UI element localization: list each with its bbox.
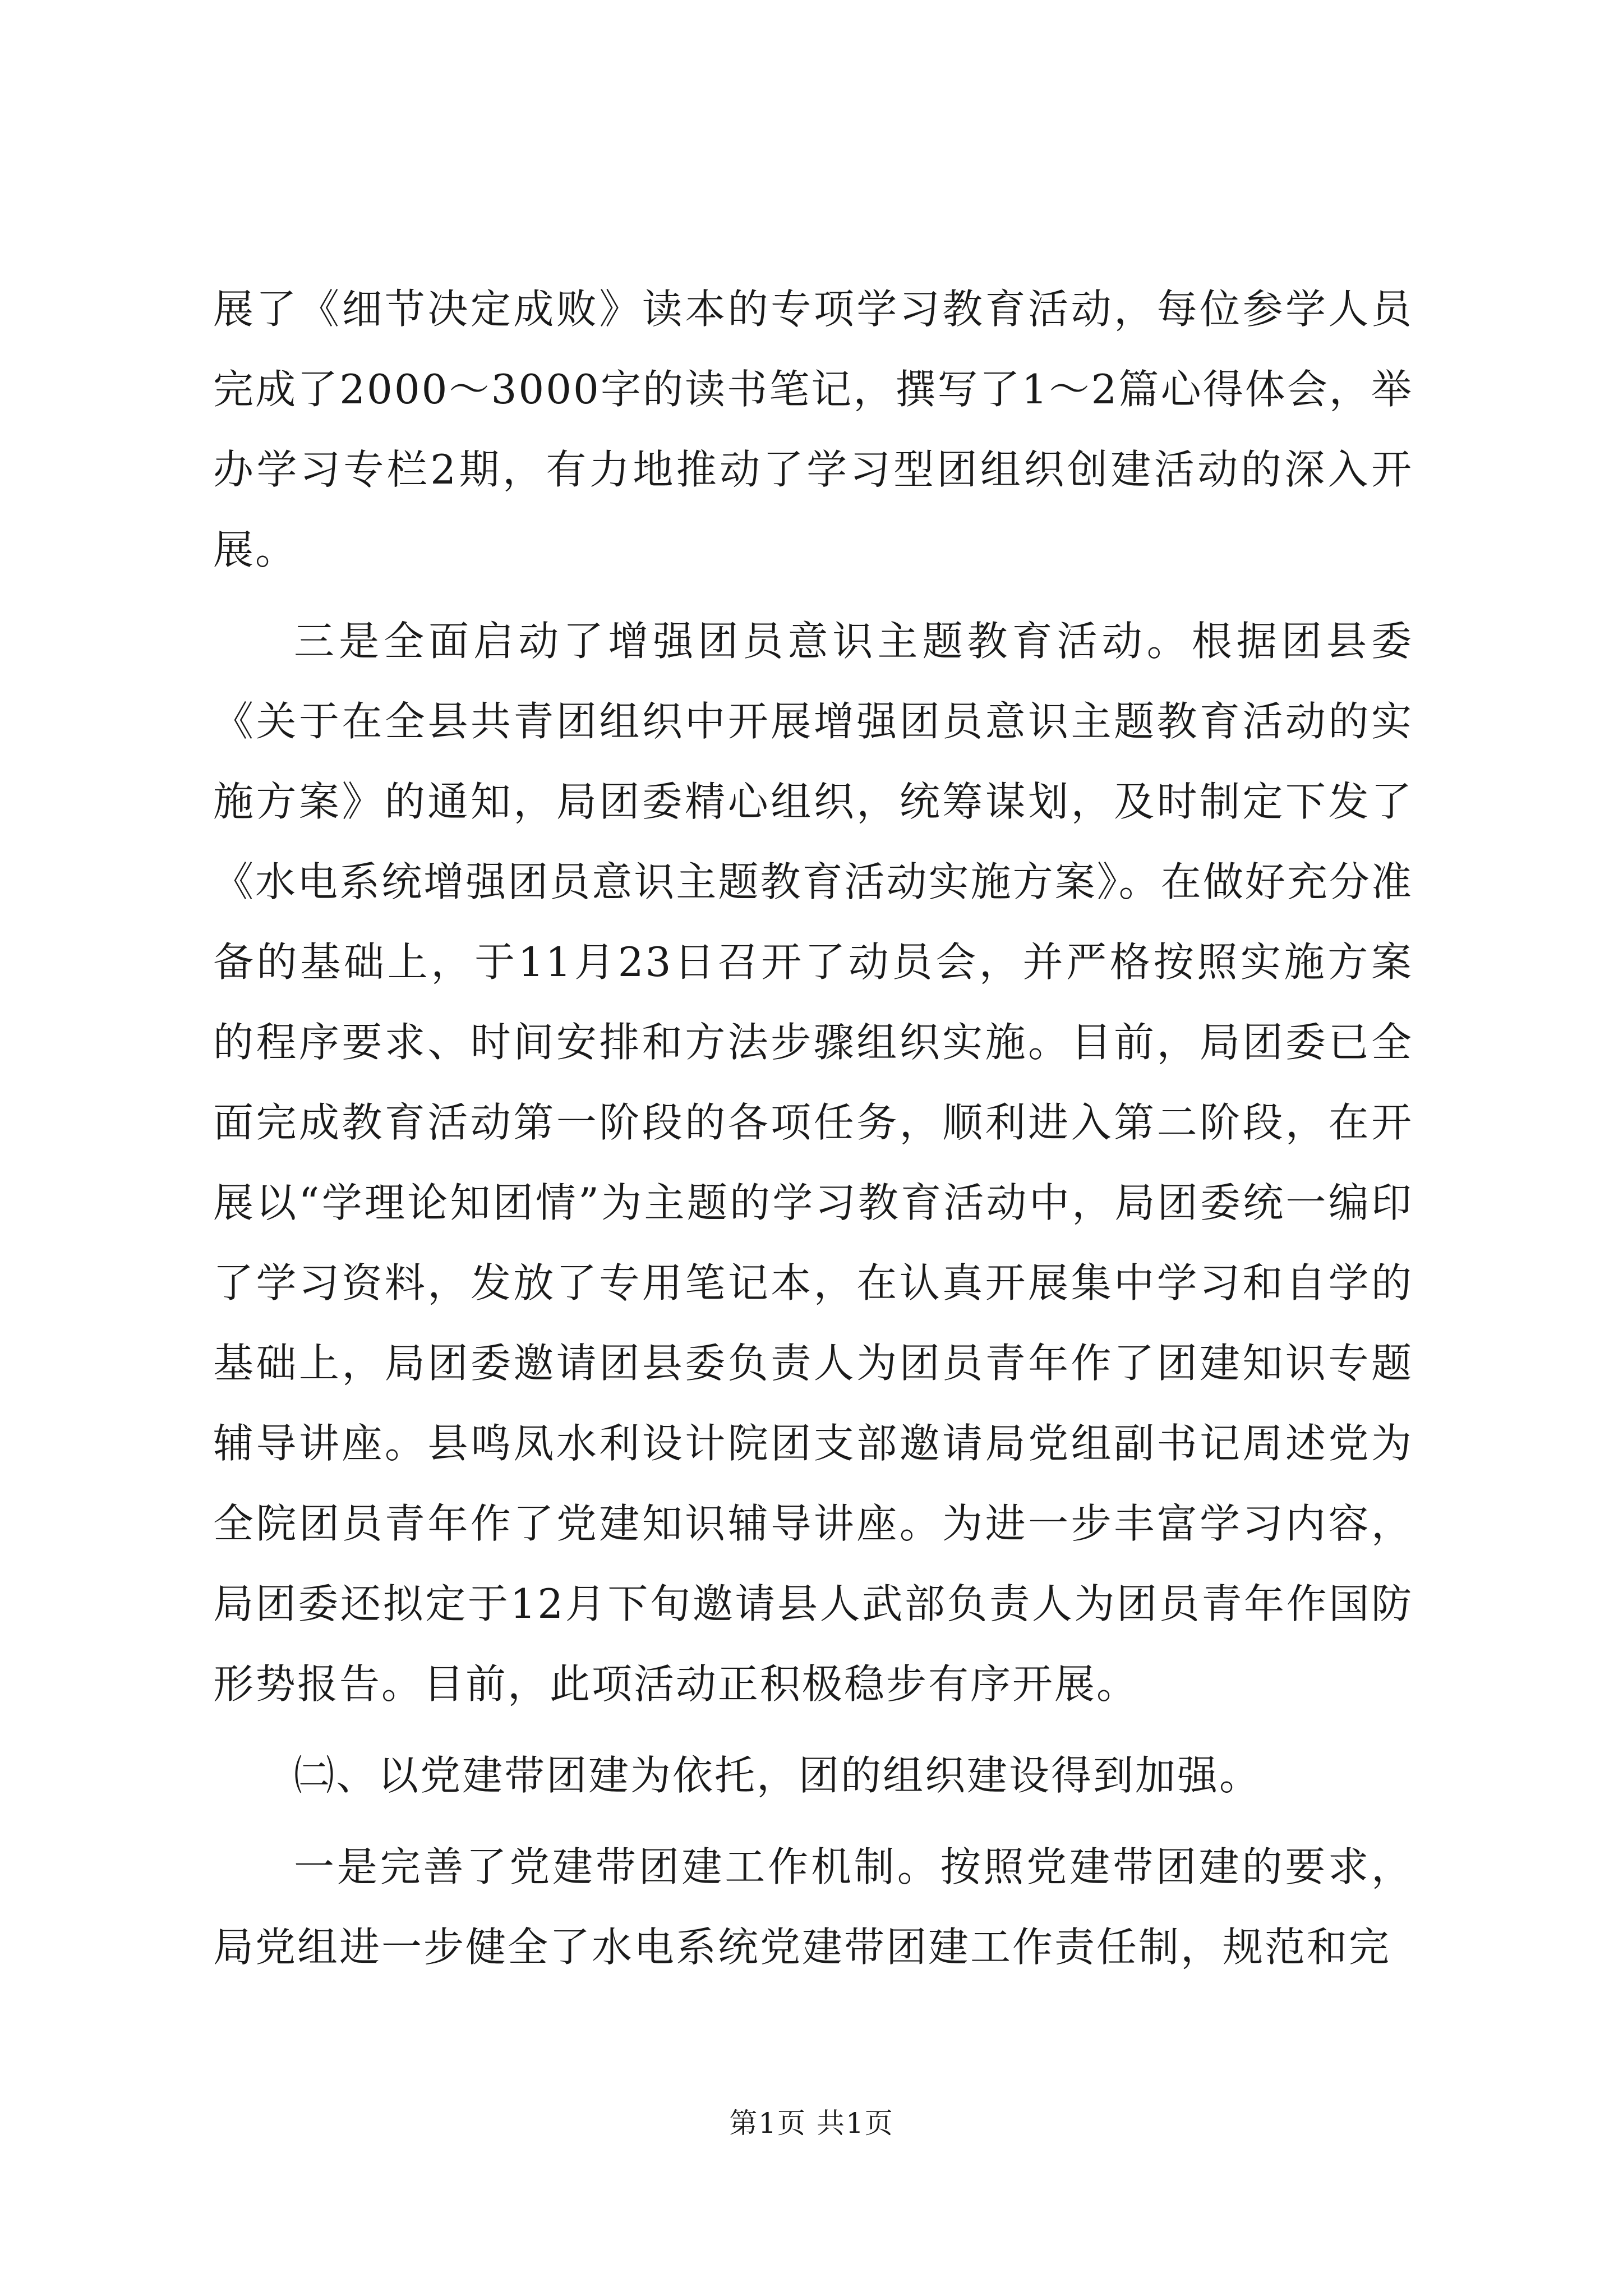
paragraph-theme-education: 三是全面启动了增强团员意识主题教育活动。根据团县委《关于在全县共青团组织中开展增强团员意识主题教育活动的实施方案》的通知，局团委精心组织，统筹谋划，及时制定下发了《水电系统增强团员意识主题教育活动实施方案》。在做好充分准备的基础上，于11月23日召开了动员会，并严格按照实施方案的程序要求、时间安排和方法步骤组织实施。目前，局团委已全面完成教育活动第一阶段的各项任务，顺利进入第二阶段，在开展以“学理论知团情”为主题的学习教育活动中，局团委统一编印了学习资料，发放了专用笔记本，在认真开展集中学习和自学的基础上，局团委邀请团县委负责人为团员青年作了团建知识专题辅导讲座。县鸣凤水利设计院团支部邀请局党组副书记周述党为全院团员青年作了党建知识辅导讲座。为进一步丰富学习内容，局团委还拟定于12月下旬邀请县人武部负责人为团员青年作国防形势报告。目前，此项活动正积极稳步有序开展。 (213, 618, 1413, 1708)
document-body (213, 269, 1413, 1999)
paragraph-work-mechanism: 一是完善了党建带团建工作机制。按照党建带团建的要求，局党组进一步健全了水电系统党建带团建工作责任制，规范和完 (213, 1843, 1413, 1971)
page-footer: 第1页 共1页 (729, 2107, 894, 2139)
section-heading-organization: ㈡、以党建带团建为依托，团的组织建设得到加强。 (294, 1752, 1262, 1799)
paragraph-continued: 展了《细节决定成败》读本的专项学习教育活动，每位参学人员完成了2000～3000字的读书笔记，撰写了1～2篇心得体会，举办学习专栏2期，有力地推动了学习型团组织创建活动的深入开展。 (213, 286, 1413, 573)
